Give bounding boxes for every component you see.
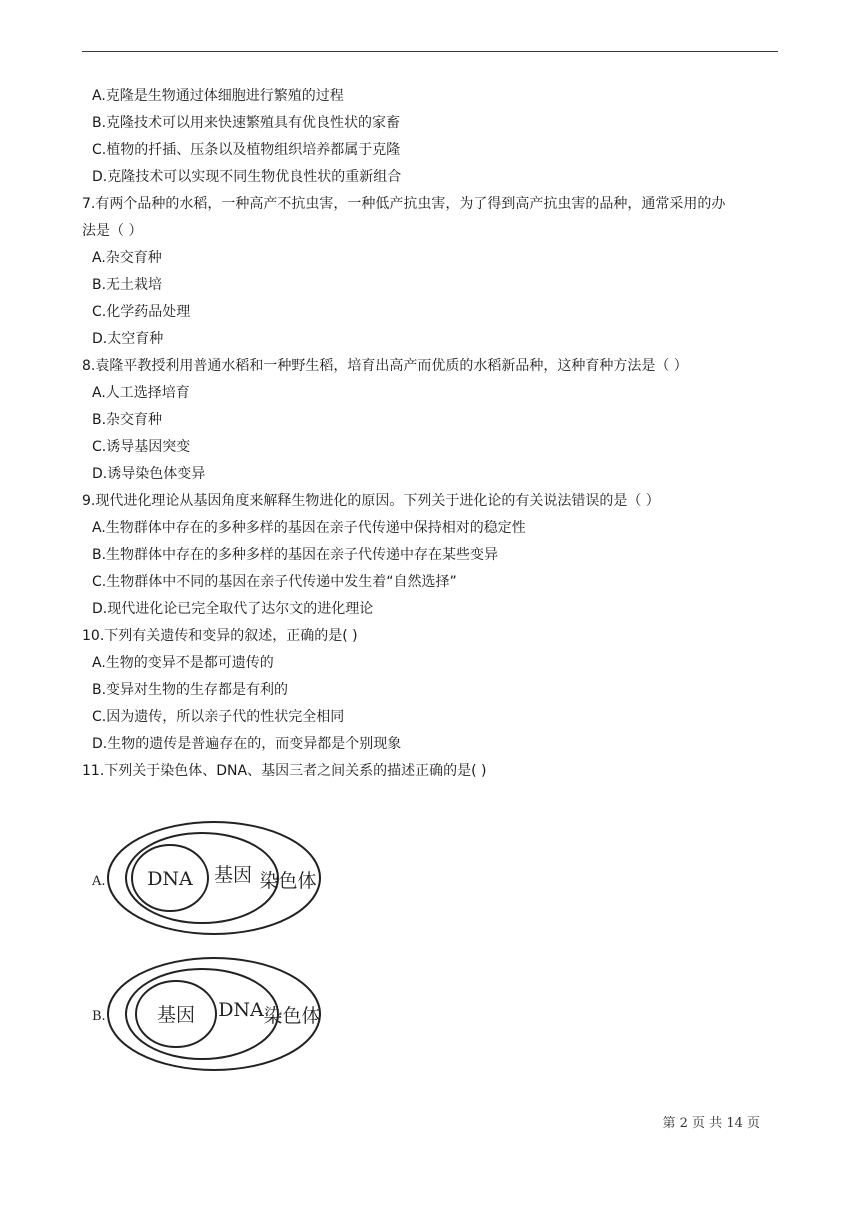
q10-option-a: A.生物的变异不是都可遗传的 — [92, 655, 274, 671]
q9-option-b: B.生物群体中存在的多种多样的基因在亲子代传递中存在某些变异 — [92, 547, 499, 563]
q11-option-b-inner-text: 基因 — [156, 1004, 196, 1026]
q11-option-a-inner-text: DNA — [147, 868, 193, 890]
q11-option-b-outer-text: 染色体 — [263, 1005, 321, 1027]
q11-option-b-middle-text: DNA — [218, 999, 264, 1021]
q8-option-d: D.诱导染色体变异 — [92, 466, 206, 482]
q8-option-a: A.人工选择培育 — [92, 385, 190, 401]
q11-option-b-diagram — [92, 952, 332, 1076]
q11-option-b-label: B. — [92, 1009, 106, 1024]
q9-option-c: C.生物群体中不同的基因在亲子代传递中发生着“自然选择” — [92, 574, 457, 590]
q11-option-a-diagram — [92, 814, 332, 938]
page-number: 第 2 页 共 14 页 — [662, 1116, 760, 1131]
q7-option-b: B.无土栽培 — [92, 277, 163, 293]
q7-option-d: D.太空育种 — [92, 331, 164, 347]
q6-option-d: D.克隆技术可以实现不同生物优良性状的重新组合 — [92, 169, 402, 185]
q8-stem: 8.袁隆平教授利用普通水稻和一种野生稻，培育出高产而优质的水稻新品种，这种育种方法是（ ） — [82, 358, 688, 374]
q8-option-b: B.杂交育种 — [92, 412, 163, 428]
q11-option-a-middle-text: 基因 — [213, 864, 253, 886]
q10-option-c: C.因为遗传，所以亲子代的性状完全相同 — [92, 709, 345, 725]
q7-option-a: A.杂交育种 — [92, 250, 162, 266]
q10-option-d: D.生物的遗传是普遍存在的，而变异都是个别现象 — [92, 736, 402, 752]
q9-stem: 9.现代进化理论从基因角度来解释生物进化的原因。下列关于进化论的有关说法错误的是（ ） — [82, 493, 660, 509]
q7-stem-line1: 7.有两个品种的水稻，一种高产不抗虫害，一种低产抗虫害，为了得到高产抗虫害的品种，通常采用的办 — [82, 196, 726, 212]
header-rule — [82, 51, 778, 52]
q7-stem-line2: 法是（ ） — [82, 223, 143, 239]
q10-option-b: B.变异对生物的生存都是有利的 — [92, 682, 289, 698]
q7-option-c: C.化学药品处理 — [92, 304, 191, 320]
q9-option-d: D.现代进化论已完全取代了达尔文的进化理论 — [92, 601, 374, 617]
q11-option-a-outer-text: 染色体 — [259, 870, 317, 892]
q9-option-a: A.生物群体中存在的多种多样的基因在亲子代传递中保持相对的稳定性 — [92, 520, 526, 536]
q8-option-c: C.诱导基因突变 — [92, 439, 191, 455]
q6-option-b: B.克隆技术可以用来快速繁殖具有优良性状的家畜 — [92, 115, 401, 131]
q11-stem: 11.下列关于染色体、DNA、基因三者之间关系的描述正确的是( ) — [82, 763, 487, 779]
q10-stem: 10.下列有关遗传和变异的叙述，正确的是( ) — [82, 628, 358, 644]
q6-option-c: C.植物的扦插、压条以及植物组织培养都属于克隆 — [92, 142, 401, 158]
q11-option-a-label: A. — [92, 874, 106, 889]
q6-option-a: A.克隆是生物通过体细胞进行繁殖的过程 — [92, 88, 344, 104]
